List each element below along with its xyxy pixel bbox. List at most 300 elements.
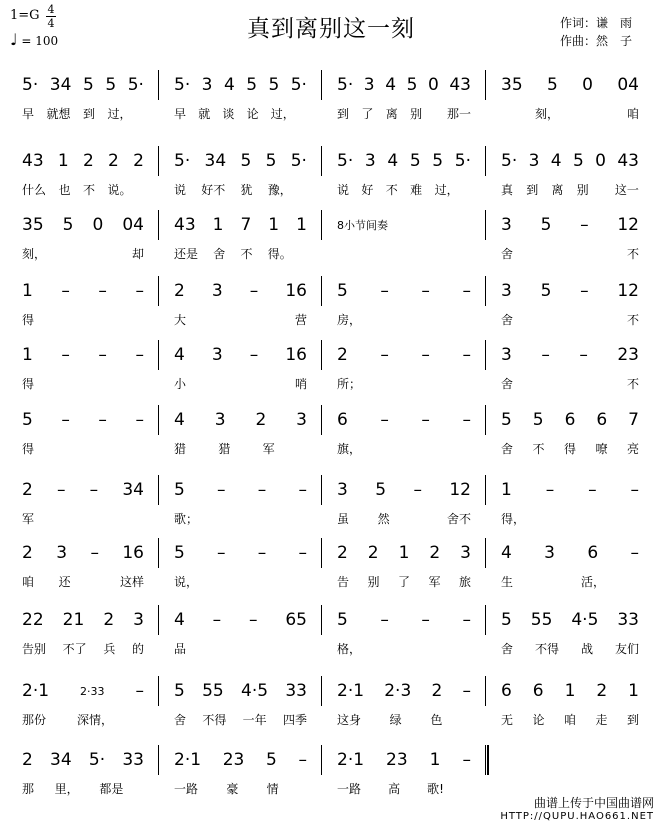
lyric: 色 — [430, 712, 443, 727]
lyric: 走 — [595, 712, 608, 727]
note: 1 — [22, 281, 33, 301]
measure — [164, 745, 317, 801]
lyric-row — [327, 435, 481, 461]
note-row — [164, 475, 317, 505]
lyric: 猎 — [174, 441, 187, 456]
note: 3 — [528, 151, 540, 171]
measure — [164, 676, 317, 732]
lyric: 这样 — [119, 574, 144, 589]
staff-system — [0, 475, 662, 535]
note: – — [98, 410, 107, 430]
lyric: 格， — [337, 641, 362, 656]
note: 5· — [290, 75, 307, 95]
note: – — [541, 345, 550, 365]
note-row — [327, 340, 481, 370]
barline — [485, 676, 486, 706]
lyric: 告 — [337, 574, 350, 589]
note: 22 — [22, 610, 44, 630]
measure — [12, 276, 154, 332]
measure — [164, 340, 317, 396]
note: 4 — [174, 610, 185, 630]
measure — [491, 146, 649, 202]
note: 3 — [214, 410, 226, 430]
note: 2 — [22, 543, 33, 563]
barline — [321, 538, 322, 568]
lyric-row — [164, 775, 317, 801]
note: 5· — [127, 75, 144, 95]
measure — [491, 538, 649, 594]
note: 4 — [501, 543, 512, 563]
note: 23 — [222, 750, 245, 770]
lyric-row — [327, 240, 481, 266]
note: 2 — [22, 750, 33, 770]
note-row — [12, 70, 154, 100]
lyric-row — [164, 635, 317, 661]
note-row — [327, 538, 481, 568]
measure — [12, 70, 154, 126]
lyric: 刻， — [22, 246, 47, 261]
note: 43 — [174, 215, 196, 235]
staff-system — [0, 210, 662, 270]
lyric: 深情， — [77, 712, 114, 727]
lyric: 旅 — [458, 574, 471, 589]
lyric: 舍 — [174, 712, 187, 727]
lyric: 还 — [58, 574, 71, 589]
measure — [12, 676, 154, 732]
note: 5 — [572, 151, 584, 171]
note-row — [164, 210, 317, 240]
note: 1 — [296, 215, 307, 235]
lyric: 不 — [626, 312, 639, 327]
note: 5· — [337, 151, 354, 171]
lyric: 高 — [388, 781, 401, 796]
note-row — [491, 475, 649, 505]
measure — [164, 276, 317, 332]
lyric-row — [164, 706, 317, 732]
note: – — [217, 543, 226, 563]
note-row — [327, 475, 481, 505]
barline — [158, 745, 159, 775]
barline — [158, 676, 159, 706]
note: 5 — [409, 151, 421, 171]
measure — [12, 745, 154, 801]
lyric: 论 — [532, 712, 545, 727]
lyric-row — [12, 370, 154, 396]
lyric: 早 — [174, 106, 187, 121]
staff-system — [0, 70, 662, 130]
note: – — [249, 610, 258, 630]
lyric: 咱 — [563, 712, 576, 727]
lyric: 就 — [198, 106, 211, 121]
note: 5· — [174, 151, 191, 171]
lyric: 军 — [262, 441, 275, 456]
lyric: 歌! — [427, 781, 444, 796]
note: – — [217, 480, 226, 500]
time-signature-top: 4 — [47, 3, 55, 16]
lyric: 得 — [22, 376, 35, 391]
lyric: 真 — [501, 182, 514, 197]
lyric-row — [491, 505, 649, 531]
note: – — [421, 345, 430, 365]
lyric-row — [164, 370, 317, 396]
note: 3 — [501, 345, 512, 365]
barline — [321, 605, 322, 635]
note: 3 — [363, 75, 375, 95]
note: 2 — [596, 681, 608, 701]
note: 43 — [449, 75, 471, 95]
lyric-row — [491, 635, 649, 661]
lyric-row — [491, 568, 649, 594]
note: 1 — [564, 681, 576, 701]
lyric: 所； — [337, 376, 362, 391]
lyric-row — [164, 240, 317, 266]
note: – — [212, 610, 222, 630]
measure — [164, 405, 317, 461]
lyric: 那份 — [22, 712, 47, 727]
note: 4 — [223, 75, 235, 95]
note-row — [491, 538, 649, 568]
lyric: 咱 — [626, 106, 639, 121]
note: 2·1 — [22, 681, 50, 701]
lyric-row — [12, 706, 154, 732]
note: – — [579, 345, 588, 365]
lyric: 不得 — [534, 641, 559, 656]
note: 43 — [22, 151, 44, 171]
measure — [12, 146, 154, 202]
lyric: 舍 — [501, 246, 514, 261]
measure — [12, 538, 154, 594]
lyric: 过， — [107, 106, 132, 121]
note-row — [12, 276, 154, 306]
lyric: 告别 — [22, 641, 47, 656]
measure — [12, 475, 154, 531]
note: 1 — [429, 750, 441, 770]
lyric: 豪 — [226, 781, 239, 796]
note: 5 — [532, 410, 544, 430]
composer-credit: 作曲：然 子 — [560, 34, 633, 48]
note: 16 — [285, 281, 307, 301]
barline — [321, 276, 322, 306]
barline — [158, 605, 159, 635]
note: 3 — [544, 543, 555, 563]
note: 55 — [202, 681, 224, 701]
note: – — [98, 281, 107, 301]
lyric-row — [327, 306, 481, 332]
lyric: 得 — [22, 312, 35, 327]
barline — [321, 405, 322, 435]
note: 5 — [432, 151, 444, 171]
lyric-row — [12, 635, 154, 661]
note: 4 — [174, 410, 185, 430]
measure — [164, 605, 317, 661]
lyric: 不 — [240, 246, 253, 261]
barline — [485, 405, 486, 435]
note: 5 — [546, 75, 558, 95]
note: 5 — [174, 480, 185, 500]
note: 3 — [201, 75, 213, 95]
note: 33 — [285, 681, 307, 701]
lyric: 的 — [131, 641, 144, 656]
measure — [327, 405, 481, 461]
lyric: 说， — [174, 574, 199, 589]
note: – — [545, 480, 555, 500]
lyric: 说 — [174, 182, 187, 197]
barline — [158, 70, 159, 100]
note: 21 — [62, 610, 85, 630]
lyric-row — [327, 775, 481, 801]
barline — [158, 475, 159, 505]
lyric: 犹 — [240, 182, 253, 197]
measure — [164, 146, 317, 202]
note-row — [164, 605, 317, 635]
lyric: 早 — [22, 106, 35, 121]
lyric: 猎 — [218, 441, 231, 456]
note: 4 — [550, 151, 562, 171]
lyric: 舍 — [501, 312, 514, 327]
note: 5 — [174, 681, 185, 701]
note: – — [61, 345, 70, 365]
note: 2 — [82, 151, 94, 171]
lyricist-credit: 作词：谦 雨 — [560, 16, 633, 30]
note: – — [462, 610, 471, 630]
lyric: 活， — [580, 574, 605, 589]
lyric: 得 — [563, 441, 576, 456]
note: 23 — [386, 750, 408, 770]
note: 65 — [285, 610, 307, 630]
note: – — [580, 215, 589, 235]
lyric: 过， — [434, 182, 459, 197]
note: 3 — [211, 345, 223, 365]
lyric: 过， — [270, 106, 295, 121]
note: 55 — [530, 610, 553, 630]
note-row — [164, 70, 317, 100]
note-row — [12, 340, 154, 370]
lyric: 什么 — [22, 182, 47, 197]
note-row — [491, 340, 649, 370]
note: 5 — [501, 610, 512, 630]
note: – — [57, 480, 66, 500]
note: 1 — [398, 543, 410, 563]
note: – — [421, 610, 430, 630]
note: – — [61, 281, 70, 301]
note: 2 — [337, 543, 348, 563]
note-row — [164, 405, 317, 435]
note: – — [298, 480, 307, 500]
lyric: 兵 — [103, 641, 116, 656]
lyric: 不 — [626, 376, 639, 391]
barline — [321, 676, 322, 706]
note: 4 — [174, 345, 185, 365]
note: 2·1 — [337, 681, 365, 701]
note: 35 — [501, 75, 523, 95]
note-row — [164, 340, 317, 370]
note: 5 — [337, 610, 348, 630]
note: – — [580, 281, 589, 301]
lyric: 说。 — [107, 182, 132, 197]
note: 1 — [628, 681, 639, 701]
lyric: 大 — [174, 312, 187, 327]
lyric: 了 — [397, 574, 410, 589]
staff-system — [0, 146, 662, 206]
note: 5 — [540, 281, 552, 301]
note: 5· — [290, 151, 307, 171]
note-row — [164, 276, 317, 306]
lyric: 舍 — [501, 641, 514, 656]
note: – — [380, 281, 389, 301]
note: 5 — [105, 75, 117, 95]
note: 3 — [501, 281, 512, 301]
tempo-value: = 100 — [21, 34, 59, 48]
note: 12 — [617, 215, 639, 235]
note: 5 — [375, 480, 387, 500]
measure — [491, 276, 649, 332]
measure — [491, 605, 649, 661]
note: – — [61, 410, 70, 430]
note: 5· — [88, 750, 106, 770]
note: – — [298, 543, 307, 563]
note: 2 — [108, 151, 119, 171]
lyric: 到 — [526, 182, 539, 197]
note: 12 — [617, 281, 639, 301]
measure — [491, 475, 649, 531]
note: 2·3 — [384, 681, 412, 701]
note: – — [298, 750, 307, 770]
lyric: 无 — [501, 712, 514, 727]
lyric-row — [164, 306, 317, 332]
lyric: 那 — [22, 781, 35, 796]
note: 3 — [364, 151, 376, 171]
note: 5· — [501, 151, 518, 171]
note: 33 — [122, 750, 144, 770]
barline — [485, 210, 486, 240]
lyric-row — [491, 176, 649, 202]
lyric: 离 — [385, 106, 398, 121]
lyric: 这身 — [337, 712, 362, 727]
measure — [12, 340, 154, 396]
note: 16 — [122, 543, 144, 563]
note: – — [421, 281, 430, 301]
note: – — [630, 543, 639, 563]
lyric: 别 — [367, 574, 380, 589]
note: 4 — [385, 75, 397, 95]
note: 5· — [337, 75, 354, 95]
note: 2 — [431, 681, 443, 701]
note: 2·1 — [174, 750, 202, 770]
note: 34 — [204, 151, 227, 171]
staff-system — [0, 538, 662, 598]
footer-site-name: 曲谱上传于中国曲谱网 — [533, 796, 654, 810]
measure — [491, 676, 649, 732]
lyric-row — [12, 775, 154, 801]
note: 43 — [617, 151, 639, 171]
measure — [327, 676, 481, 732]
barline — [485, 70, 486, 100]
note: – — [380, 345, 389, 365]
lyric: 一年 — [242, 712, 267, 727]
lyric: 就想 — [46, 106, 71, 121]
measure — [164, 475, 317, 531]
lyric: 谈 — [222, 106, 235, 121]
lyric: 绿 — [389, 712, 402, 727]
note: 5 — [406, 75, 418, 95]
lyric-row — [12, 176, 154, 202]
lyric-row — [327, 568, 481, 594]
note: 6 — [564, 410, 576, 430]
measure — [491, 70, 649, 126]
interlude-marking: 2·33 — [80, 684, 105, 698]
note: 2 — [103, 610, 115, 630]
lyric: 不了 — [62, 641, 87, 656]
interlude-marking: 8小节间奏 — [337, 219, 388, 232]
staff-system — [0, 676, 662, 736]
note-row — [164, 745, 317, 775]
note: 0 — [427, 75, 439, 95]
lyric: 却 — [131, 246, 144, 261]
note: – — [135, 681, 144, 701]
note: – — [462, 681, 471, 701]
note-row — [327, 276, 481, 306]
lyric: 歌； — [174, 511, 199, 526]
barline — [158, 210, 159, 240]
lyric-row — [12, 306, 154, 332]
lyric: 了 — [361, 106, 374, 121]
note: 35 — [22, 215, 44, 235]
note: 3 — [133, 610, 144, 630]
measure — [164, 210, 317, 266]
note: – — [135, 345, 144, 365]
note-row — [164, 146, 317, 176]
note-row — [164, 676, 317, 706]
measure — [327, 70, 481, 126]
note-row — [12, 745, 154, 775]
note: 1 — [212, 215, 224, 235]
lyric: 得 — [22, 441, 35, 456]
note: 5 — [174, 543, 185, 563]
note: 3 — [56, 543, 68, 563]
note: 3 — [501, 215, 512, 235]
lyric: 然 — [377, 511, 390, 526]
lyric: 说 — [337, 182, 350, 197]
lyric: 不 — [83, 182, 96, 197]
lyric-row — [491, 706, 649, 732]
barline — [158, 538, 159, 568]
barline — [321, 745, 322, 775]
staff-system — [0, 340, 662, 400]
note: 5 — [501, 410, 512, 430]
note: 6 — [501, 681, 512, 701]
lyric-row — [491, 435, 649, 461]
lyric: 生 — [501, 574, 514, 589]
lyric: 舍 — [213, 246, 226, 261]
note: 04 — [122, 215, 144, 235]
measure — [327, 210, 481, 266]
note: 0 — [595, 151, 606, 171]
note: 2·1 — [337, 750, 365, 770]
note-row — [12, 210, 154, 240]
lyric: 好不 — [201, 182, 226, 197]
lyric-row — [12, 240, 154, 266]
measure — [327, 276, 481, 332]
note: 2 — [174, 281, 185, 301]
measure — [491, 210, 649, 266]
note: 2 — [22, 480, 33, 500]
note: 1 — [57, 151, 69, 171]
lyric: 不 — [626, 246, 639, 261]
barline — [485, 475, 486, 505]
lyric: 舍不 — [446, 511, 471, 526]
lyric: 刻， — [534, 106, 559, 121]
note: 6 — [337, 410, 348, 430]
